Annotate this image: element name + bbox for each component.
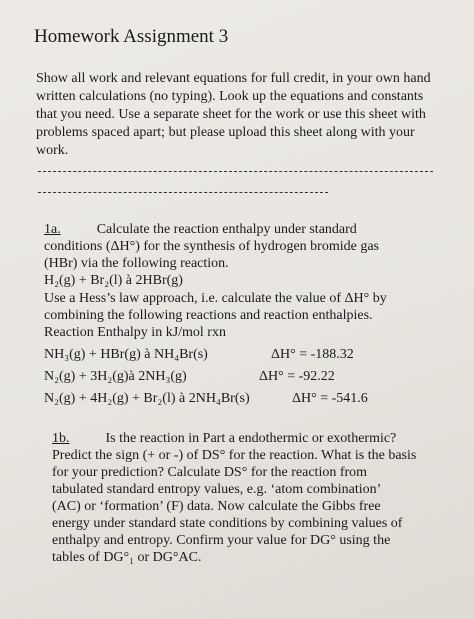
reaction-enthalpy-1: ΔH° = -188.32 (271, 347, 354, 362)
dashed-divider (38, 171, 433, 172)
question-1b-line-2: Predict the sign (+ or -) of DS° for the reaction. What is the basis (52, 448, 417, 463)
reaction-equation-2: N₂(g) + 3H₂(g)à 2NH₃(g) (44, 369, 187, 384)
question-1b-line-6: energy under standard state conditions by combining values of (52, 516, 403, 531)
question-1b-line-1 (52, 430, 396, 447)
reaction-equation-1: NH₃(g) + HBr(g) à NH₄Br(s) (44, 347, 208, 362)
question-1b-line-4: tabulated standard entropy values, e.g. ‘atom combination’ (52, 482, 382, 497)
question-1b-label: 1b. (52, 431, 70, 446)
question-1b-line-5: (AC) or ‘formation’ (F) data. Now calculate the Gibbs free (52, 499, 381, 514)
question-1b-line-7: enthalpy and entropy. Confirm your value for DG° using the (52, 533, 391, 548)
reaction-equation-3: N₂(g) + 4H₂(g) + Br₂(l) à 2NH₄Br(s) (44, 391, 250, 406)
question-1a-text: Calculate the reaction enthalpy under standard (96, 222, 357, 237)
question-1a-line-1 (44, 221, 357, 238)
question-1a-label: 1a. (44, 222, 61, 237)
reaction-enthalpy-3: ΔH° = -541.6 (292, 391, 368, 406)
enthalpy-table-header: Reaction Enthalpy in kJ/mol rxn (44, 325, 226, 340)
question-1a-reaction: H₂(g) + Br₂(l) à 2HBr(g) (44, 273, 183, 288)
instructions-paragraph: Show all work and relevant equations for full credit, in your own hand written calculations (no typing). Look up the equations and constants that you need. Use a separate sheet for the work or use this sheet with problems spaced apart; but please upload this sheet along with your work. (36, 71, 431, 158)
reaction-enthalpy-2: ΔH° = -92.22 (259, 369, 335, 384)
question-1b-text: Is the reaction in Part a endothermic or exothermic? (105, 431, 397, 446)
page-title: Homework Assignment 3 (34, 26, 229, 47)
question-1b-line-8: tables of DG°₁ or DG°AC. (52, 550, 202, 565)
question-1a-line-2: conditions (ΔH°) for the synthesis of hydrogen bromide gas (44, 239, 379, 254)
question-1a-line-5: Use a Hess’s law approach, i.e. calculate the value of ΔH° by (44, 291, 387, 306)
question-1a-line-6: combining the following reactions and reaction enthalpies. (44, 308, 373, 323)
question-1a-line-3: (HBr) via the following reaction. (44, 256, 229, 271)
dashed-divider-short (38, 192, 328, 193)
question-1b-line-3: for your prediction? Calculate DS° for the reaction from (52, 465, 368, 480)
